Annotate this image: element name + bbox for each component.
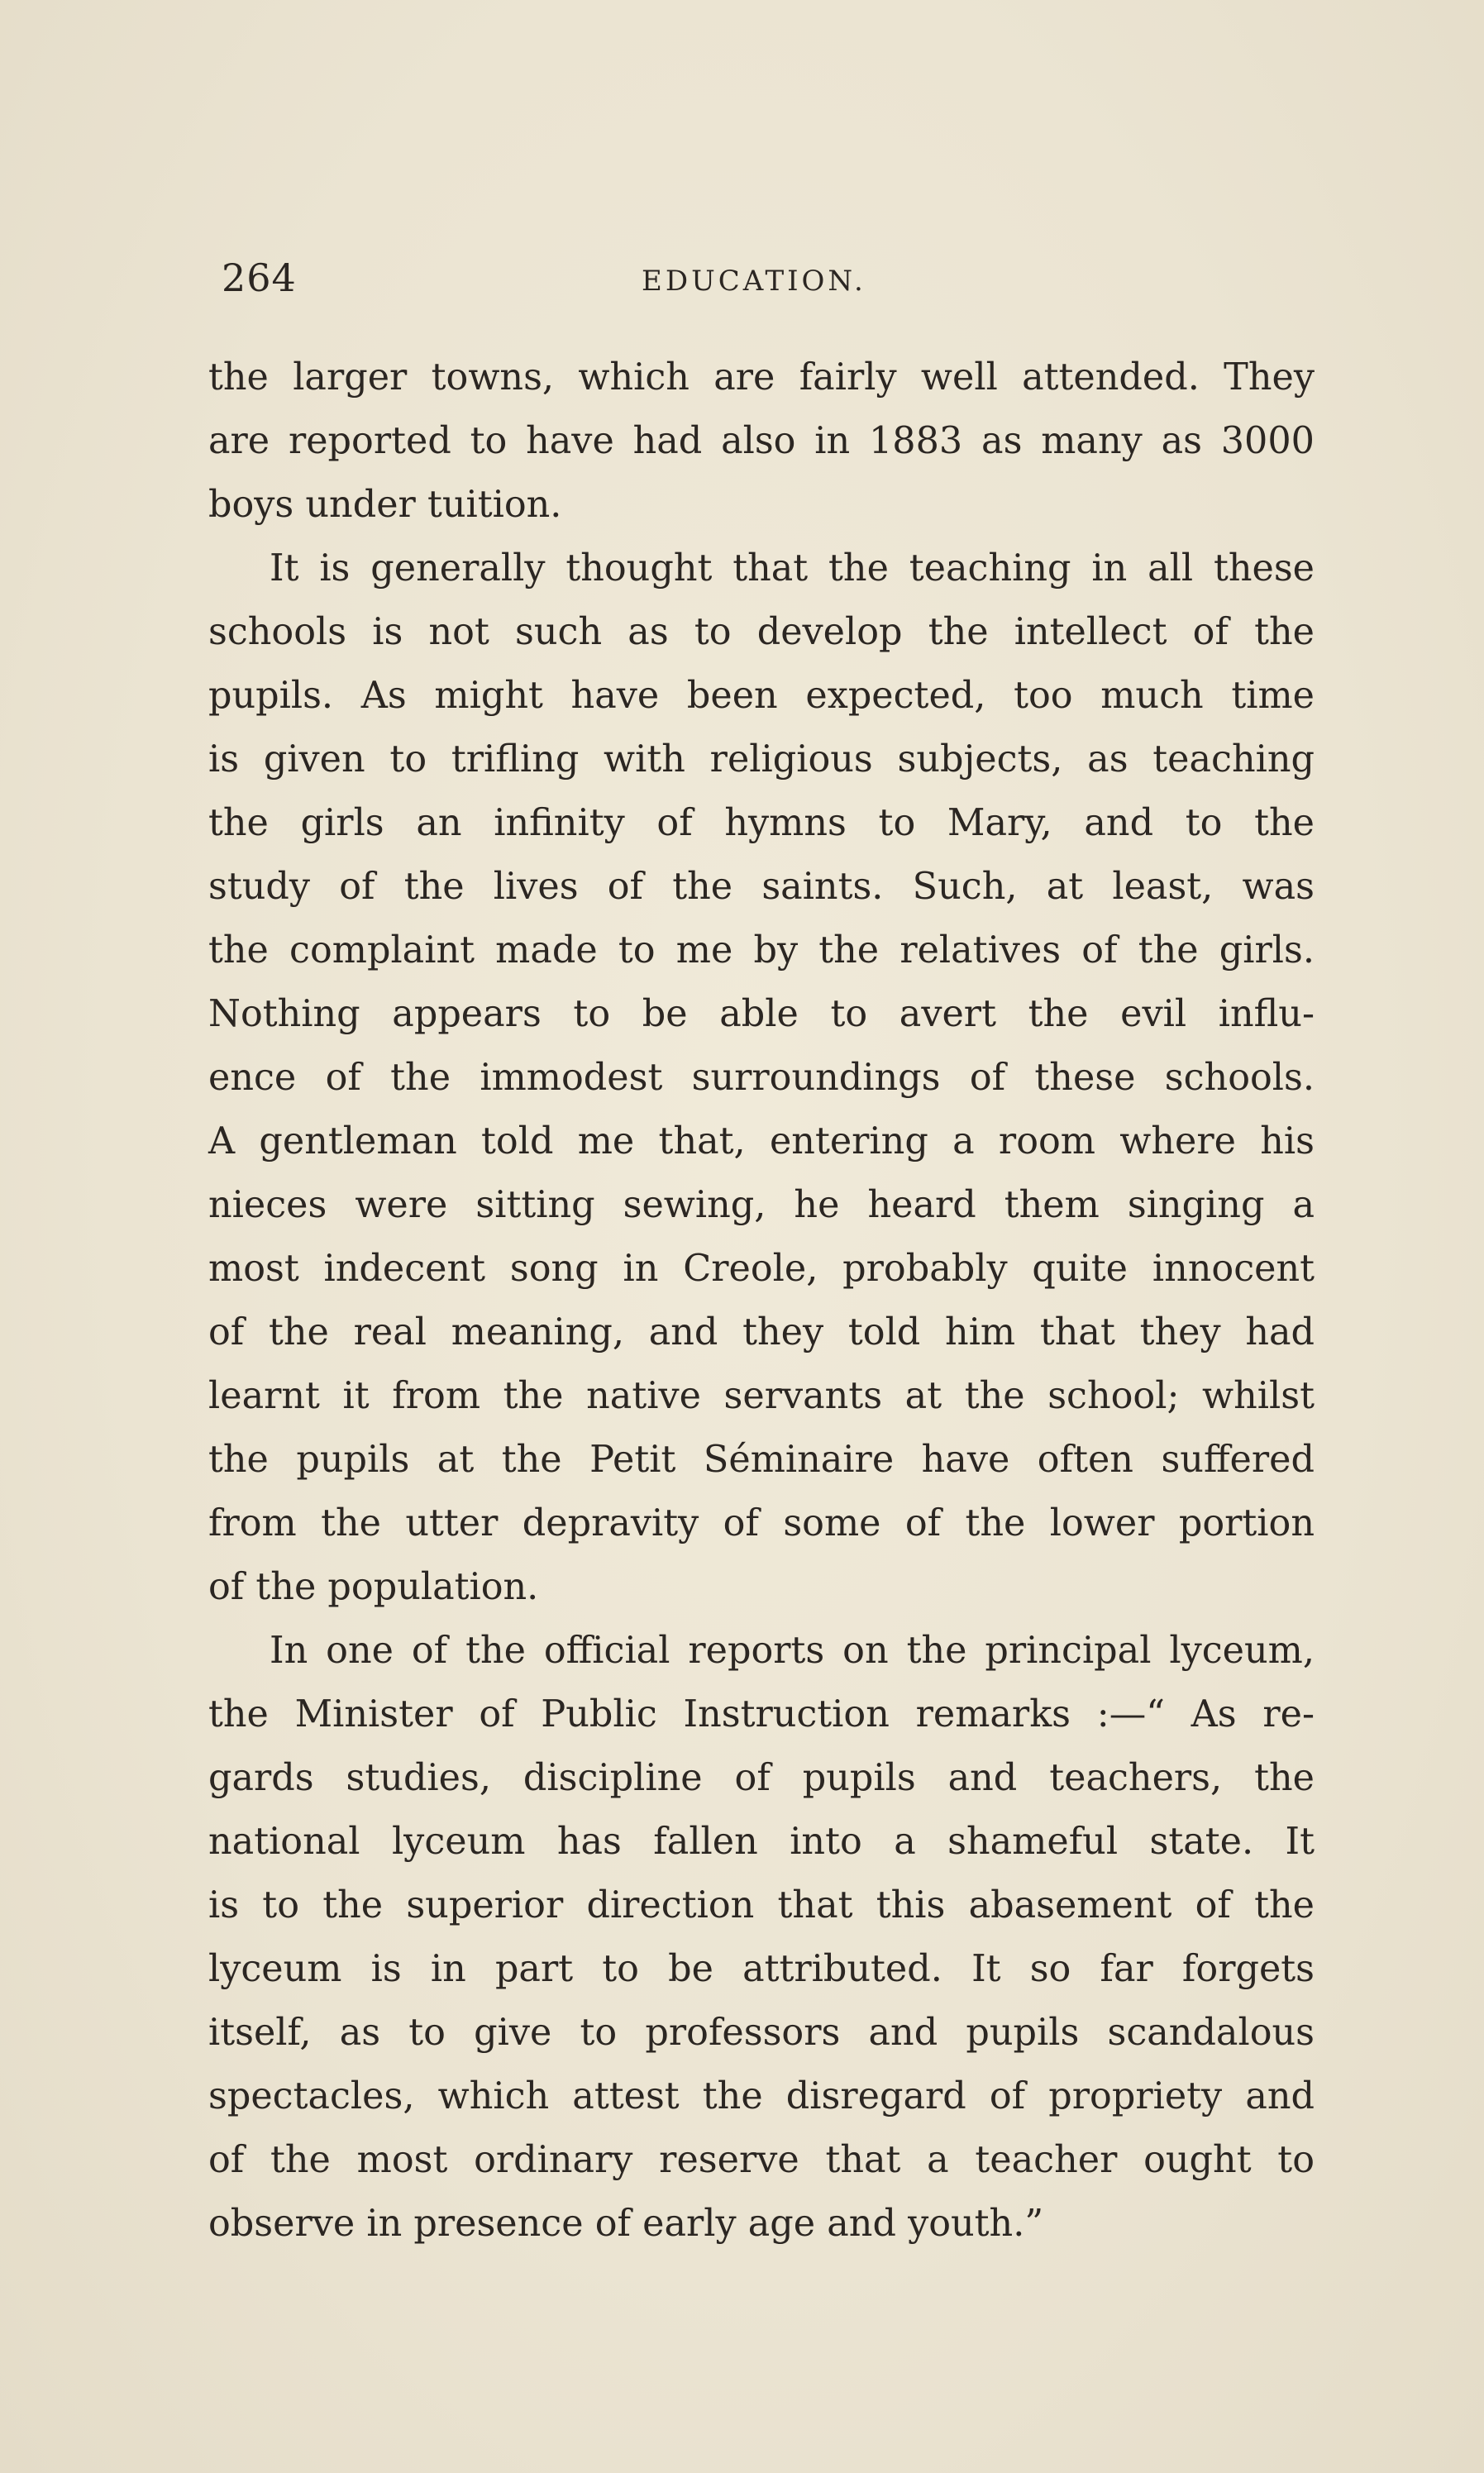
text-line: of the population. (208, 1566, 539, 1608)
text-line: It is generally thought that the teaching in all these (270, 547, 1315, 590)
text-line: from the utter depravity of some of the lower portion (208, 1502, 1315, 1544)
text-line: observe in presence of early age and youth.” (208, 2203, 1044, 2245)
text-line: boys under tuition. (208, 484, 562, 526)
running-head: EDUCATION. (642, 265, 866, 298)
text-line: the girls an infinity of hymns to Mary, and to the (208, 802, 1315, 844)
text-line: nieces were sitting sewing, he heard them singing a (208, 1184, 1315, 1226)
text-line: itself, as to give to professors and pupils scandalous (208, 2012, 1315, 2054)
text-line: is to the superior direction that this abasement of the (208, 1884, 1315, 1926)
text-line: schools is not such as to develop the intellect of the (208, 611, 1315, 653)
paragraph (208, 1619, 1315, 2256)
text-line: lyceum is in part to be attributed. It so far forgets (208, 1948, 1315, 1990)
text-line: most indecent song in Creole, probably quite innocent (208, 1248, 1315, 1290)
text-line: spectacles, which attest the disregard of propriety and (208, 2075, 1315, 2117)
page-header (222, 253, 1315, 303)
text-line: national lyceum has fallen into a shameful state. It (208, 1821, 1315, 1863)
text-line: the larger towns, which are fairly well attended. They (208, 356, 1315, 399)
text-line: In one of the official reports on the principal lyceum, (270, 1630, 1315, 1672)
text-line: is given to trifling with religious subjects, as teaching (208, 738, 1315, 781)
text-line: study of the lives of the saints. Such, at least, was (208, 866, 1315, 908)
text-line: are reported to have had also in 1883 as many as 3000 (208, 420, 1315, 462)
text-line: of the most ordinary reserve that a teacher ought to (208, 2139, 1315, 2181)
page-number: 264 (222, 255, 297, 300)
text-line: Nothing appears to be able to avert the evil influ- (208, 993, 1315, 1035)
text-line: ence of the immodest surroundings of these schools. (208, 1057, 1315, 1099)
text-line: of the real meaning, and they told him that they had (208, 1311, 1315, 1353)
text-line: pupils. As might have been expected, too much time (208, 675, 1315, 717)
text-line: the pupils at the Petit Séminaire have often suffered (208, 1439, 1315, 1481)
paragraph (208, 537, 1315, 1619)
body-text (208, 346, 1315, 2256)
text-line: the complaint made to me by the relatives of the girls. (208, 929, 1315, 972)
paragraph (208, 346, 1315, 537)
text-line: learnt it from the native servants at the school; whilst (208, 1375, 1315, 1417)
text-line: the Minister of Public Instruction remarks :—“ As re- (208, 1693, 1315, 1735)
text-line: A gentleman told me that, entering a room where his (208, 1120, 1315, 1163)
text-line: gards studies, discipline of pupils and teachers, the (208, 1757, 1315, 1799)
